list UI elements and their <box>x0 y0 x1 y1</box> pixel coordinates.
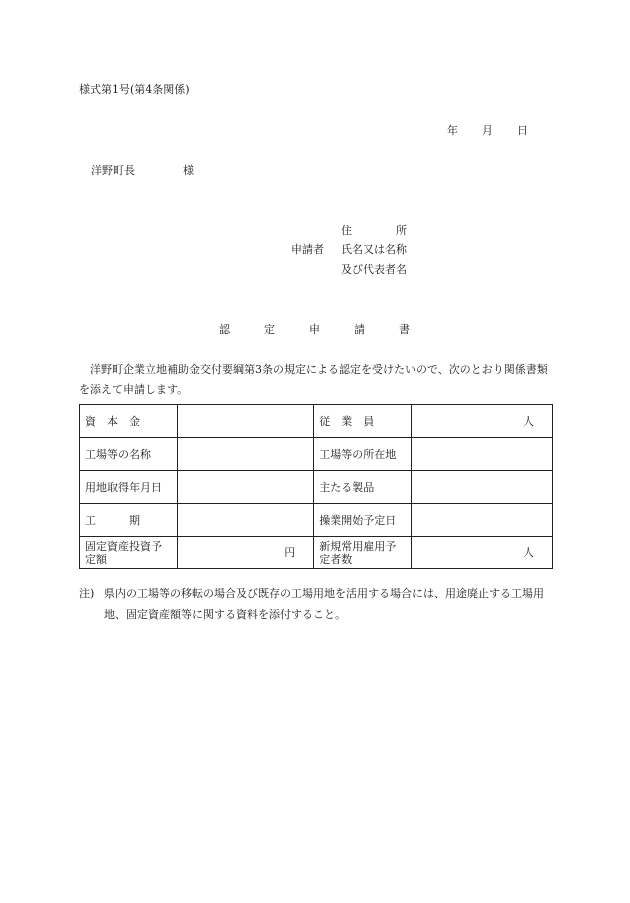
address-label-b: 所 <box>396 224 407 237</box>
capital-label: 資 本 金 <box>80 405 178 438</box>
applicant-representative-label: 及び代表者名 <box>341 263 407 276</box>
new-hires-unit[interactable]: 人 <box>412 537 553 569</box>
factory-location-value[interactable] <box>412 438 553 471</box>
construction-label: 工 期 <box>80 504 178 537</box>
date-line <box>447 122 528 138</box>
table-row <box>80 471 553 504</box>
date-year: 年 <box>447 124 458 137</box>
start-date-value[interactable] <box>412 504 553 537</box>
main-product-label: 主たる製品 <box>314 471 412 504</box>
table-row <box>80 438 553 471</box>
land-date-value[interactable] <box>177 471 313 504</box>
applicant-label: 申請者 <box>291 243 324 256</box>
investment-label: 固定資産投資予定額 <box>80 537 178 569</box>
addressee-suffix: 様 <box>183 164 194 177</box>
note-label: 注) <box>79 587 95 600</box>
body-text: 洋野町企業立地補助金交付要綱第3条の規定による認定を受けたいので、次のとおり関係書類を添えて申請します。 <box>79 363 548 396</box>
main-product-value[interactable] <box>412 471 553 504</box>
addressee <box>91 162 194 178</box>
employees-unit[interactable]: 人 <box>412 405 553 438</box>
investment-unit[interactable]: 円 <box>177 537 313 569</box>
note-text: 県内の工場等の移転の場合及び既存の工場用地を活用する場合には、用途廃止する工場用地、固定資産額等に関する資料を添付すること。 <box>104 587 544 621</box>
table-row <box>80 537 553 569</box>
title-char: 定 <box>264 323 275 336</box>
address-label-a: 住 <box>341 224 352 237</box>
factory-name-label: 工場等の名称 <box>80 438 178 471</box>
factory-location-label: 工場等の所在地 <box>314 438 412 471</box>
construction-value[interactable] <box>177 504 313 537</box>
capital-value[interactable] <box>177 405 313 438</box>
title-char: 請 <box>354 323 365 336</box>
new-hires-label: 新規常用雇用予定者数 <box>314 537 412 569</box>
date-month: 月 <box>482 124 493 137</box>
applicant-address-label <box>341 222 407 238</box>
applicant-name-label: 氏名又は名称 <box>341 243 407 256</box>
document-title <box>219 321 444 337</box>
title-char: 認 <box>219 323 230 336</box>
title-char: 書 <box>399 323 410 336</box>
form-number: 様式第1号(第4条関係) <box>79 83 190 96</box>
application-table <box>79 404 553 569</box>
addressee-name: 洋野町長 <box>91 164 135 177</box>
employees-label: 従 業 員 <box>314 405 412 438</box>
factory-name-value[interactable] <box>177 438 313 471</box>
date-day: 日 <box>517 124 528 137</box>
note <box>79 583 553 625</box>
title-char: 申 <box>309 323 320 336</box>
land-date-label: 用地取得年月日 <box>80 471 178 504</box>
start-date-label: 操業開始予定日 <box>314 504 412 537</box>
table-row <box>80 504 553 537</box>
table-row <box>80 405 553 438</box>
